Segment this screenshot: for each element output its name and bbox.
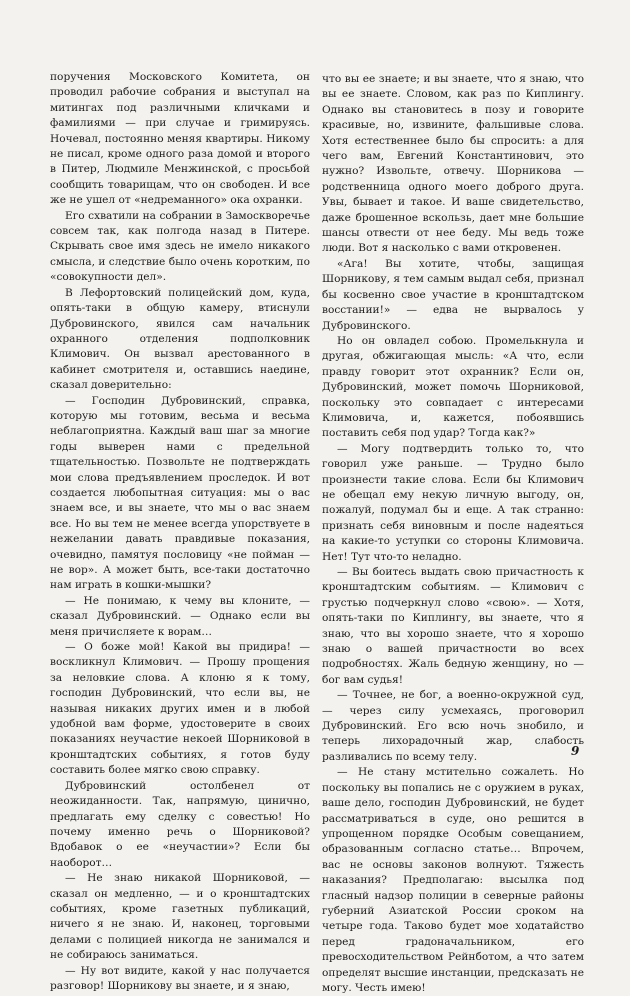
paragraph: — О боже мой! Какой вы придира! — воскликнул Климович. — Прошу прощения за неловкие слова. А клоню я к тому, господин Дубровинский, что если вы, не называя никаких других имен и в любой удобной вам форме, удостоверите в своих показаниях неучастие некоей Шорниковой в кронштадтских событиях, я готов буду составить более мягко свою справку. <box>50 641 310 777</box>
paragraph: Дубровинский остолбенел от неожиданности. Так, напрямую, цинично, предлагать ему сделку с совестью! Но почему именно речь о Шорниковой? Вдобавок о ее «неучастии»? Если бы наоборот… <box>50 779 310 869</box>
right-text-column <box>322 72 584 996</box>
paragraph: что вы ее знаете; и вы знаете, что я знаю, что вы ее знаете. Словом, как раз по Киплингу. Однако вы становитесь в позу и говорите красивые, но, извините, фальшивые слова. Хотя естественнее было бы спросить: а для чего вам, Евгений Константинович, это нужно? Извольте, отвечу. Шорникова — родственница одного моего доброго друга. Увы, бывает и такое. И ваше свидетельство, даже брошенное вскользь, дает мне большие шансы отвести от нее беду. Мы ведь тоже люди. Вот я насколько с вами откровенен. <box>322 73 584 255</box>
paragraph: Его схватили на собрании в Замоскворечье совсем так, как полгода назад в Питере. Скрывать свое имя здесь не имело никакого смысла, и следствие было очень коротким, по «совокупности дел». <box>50 209 310 284</box>
paragraph: — Не понимаю, к чему вы клоните, — сказал Дубровинский. — Однако если вы меня причисляете к ворам… <box>50 594 310 638</box>
paragraph: — Могу подтвердить только то, что говорил уже раньше. — Трудно было произнести такие слова. Если бы Климович не обещал ему некую личную выгоду, он, пожалуй, подумал бы и еще. А так странно: признать себя виновным и после надеяться на какие-то уступки со стороны Климовича. Нет! Тут что-то неладно. <box>322 442 584 563</box>
paragraph: — Не знаю никакой Шорниковой, — сказал он медленно, — и о кронштадтских событиях, кроме газетных публикаций, ничего я не знаю. И, наконец, торговыми делами с полицией никогда не занимался и не собираюсь заниматься. <box>50 872 310 962</box>
paragraph: «Ага! Вы хотите, чтобы, защищая Шорникову, я тем самым выдал себя, признал бы косвенно свое участие в кронштадтском восстании!» — едва не вырвалось у Дубровинского. <box>322 257 584 332</box>
paragraph: — Господин Дубровинский, справка, которую мы готовим, весьма и весьма неблагоприятна. Каждый ваш шаг за многие годы выверен нами с предельной тщательностью. Позвольте не подтверждать мои слова предъявлением проследок. И вот создается любопытная ситуация: мы о вас знаем все, и вы знаете, что мы о вас знаем все. Но вы тем не менее всегда упорствуете в нежелании давать правдивые показания, очевидно, памятуя пословицу «не пойман — не вор». А может быть, все-таки достаточно нам играть в кошки-мышки? <box>50 394 310 592</box>
left-text-column <box>50 70 310 994</box>
paragraph: — Ну вот видите, какой у нас получается разговор! Шорникову вы знаете, и я знаю, <box>50 964 310 992</box>
paragraph: поручения Московского Комитета, он проводил рабочие собрания и выступал на митингах под различными кличками и фамилиями — при случае и гримируясь. Ночевал, постоянно меняя квартиры. Никому не писал, кроме одного раза домой и второго в Питер, Людмиле Менжинской, с просьбой сообщить товарищам, что он свободен. И все же не ушел от «недреманного» ока охранки. <box>50 71 310 207</box>
page-number: 9 <box>571 744 580 758</box>
paragraph: Но он овладел собою. Промелькнула и другая, обжигающая мысль: «А что, если правду говорит этот охранник? Если он, Дубровинский, может помочь Шорниковой, поскольку это совпадает с интересами Климовича, и, кажется, побоявшись поставить себя под удар? Тогда как?» <box>322 334 584 440</box>
paragraph: — Не стану мстительно сожалеть. Но поскольку вы попались не с оружием в руках, ваше дело, господин Дубровинский, не будет рассматриваться в суде, оно решится в упрощенном порядке Особым совещанием, образованным согласно статье… Впрочем, вас не основы законов волнуют. Тяжесть наказания? Предполагаю: высылка под гласный надзор полиции в северные районы губерний Азиатской России сроком на четыре года. Таково будет мое ходатайство перед градоначальником, его превосходительством Рейнботом, а что затем определят высшие инстанции, предсказать не могу. Честь имею! <box>322 766 584 994</box>
paragraph: — Вы боитесь выдать свою причастность к кронштадтским событиям. — Климович с грустью подчеркнул слово «свою». — Хотя, опять-таки по Киплингу, вы знаете, что я знаю, что вы хорошо знаете, что я хорошо знаю о вашей причастности во всех подробностях. Жаль бедную женщину, но — бог вам судья! <box>322 566 584 686</box>
paragraph: В Лефортовский полицейский дом, куда, опять-таки в общую камеру, втиснули Дубровинского, явился сам начальник охранного отделения подполковник Климович. Он вызвал арестованного в кабинет смотрителя и, оставшись наедине, сказал доверительно: <box>50 286 310 392</box>
paragraph: — Точнее, не бог, а военно-окружной суд, — через силу усмехаясь, проговорил Дубровинский. Его всю ночь знобило, и теперь лихорадочный жар, слабость разливались по всему телу. <box>322 689 584 763</box>
